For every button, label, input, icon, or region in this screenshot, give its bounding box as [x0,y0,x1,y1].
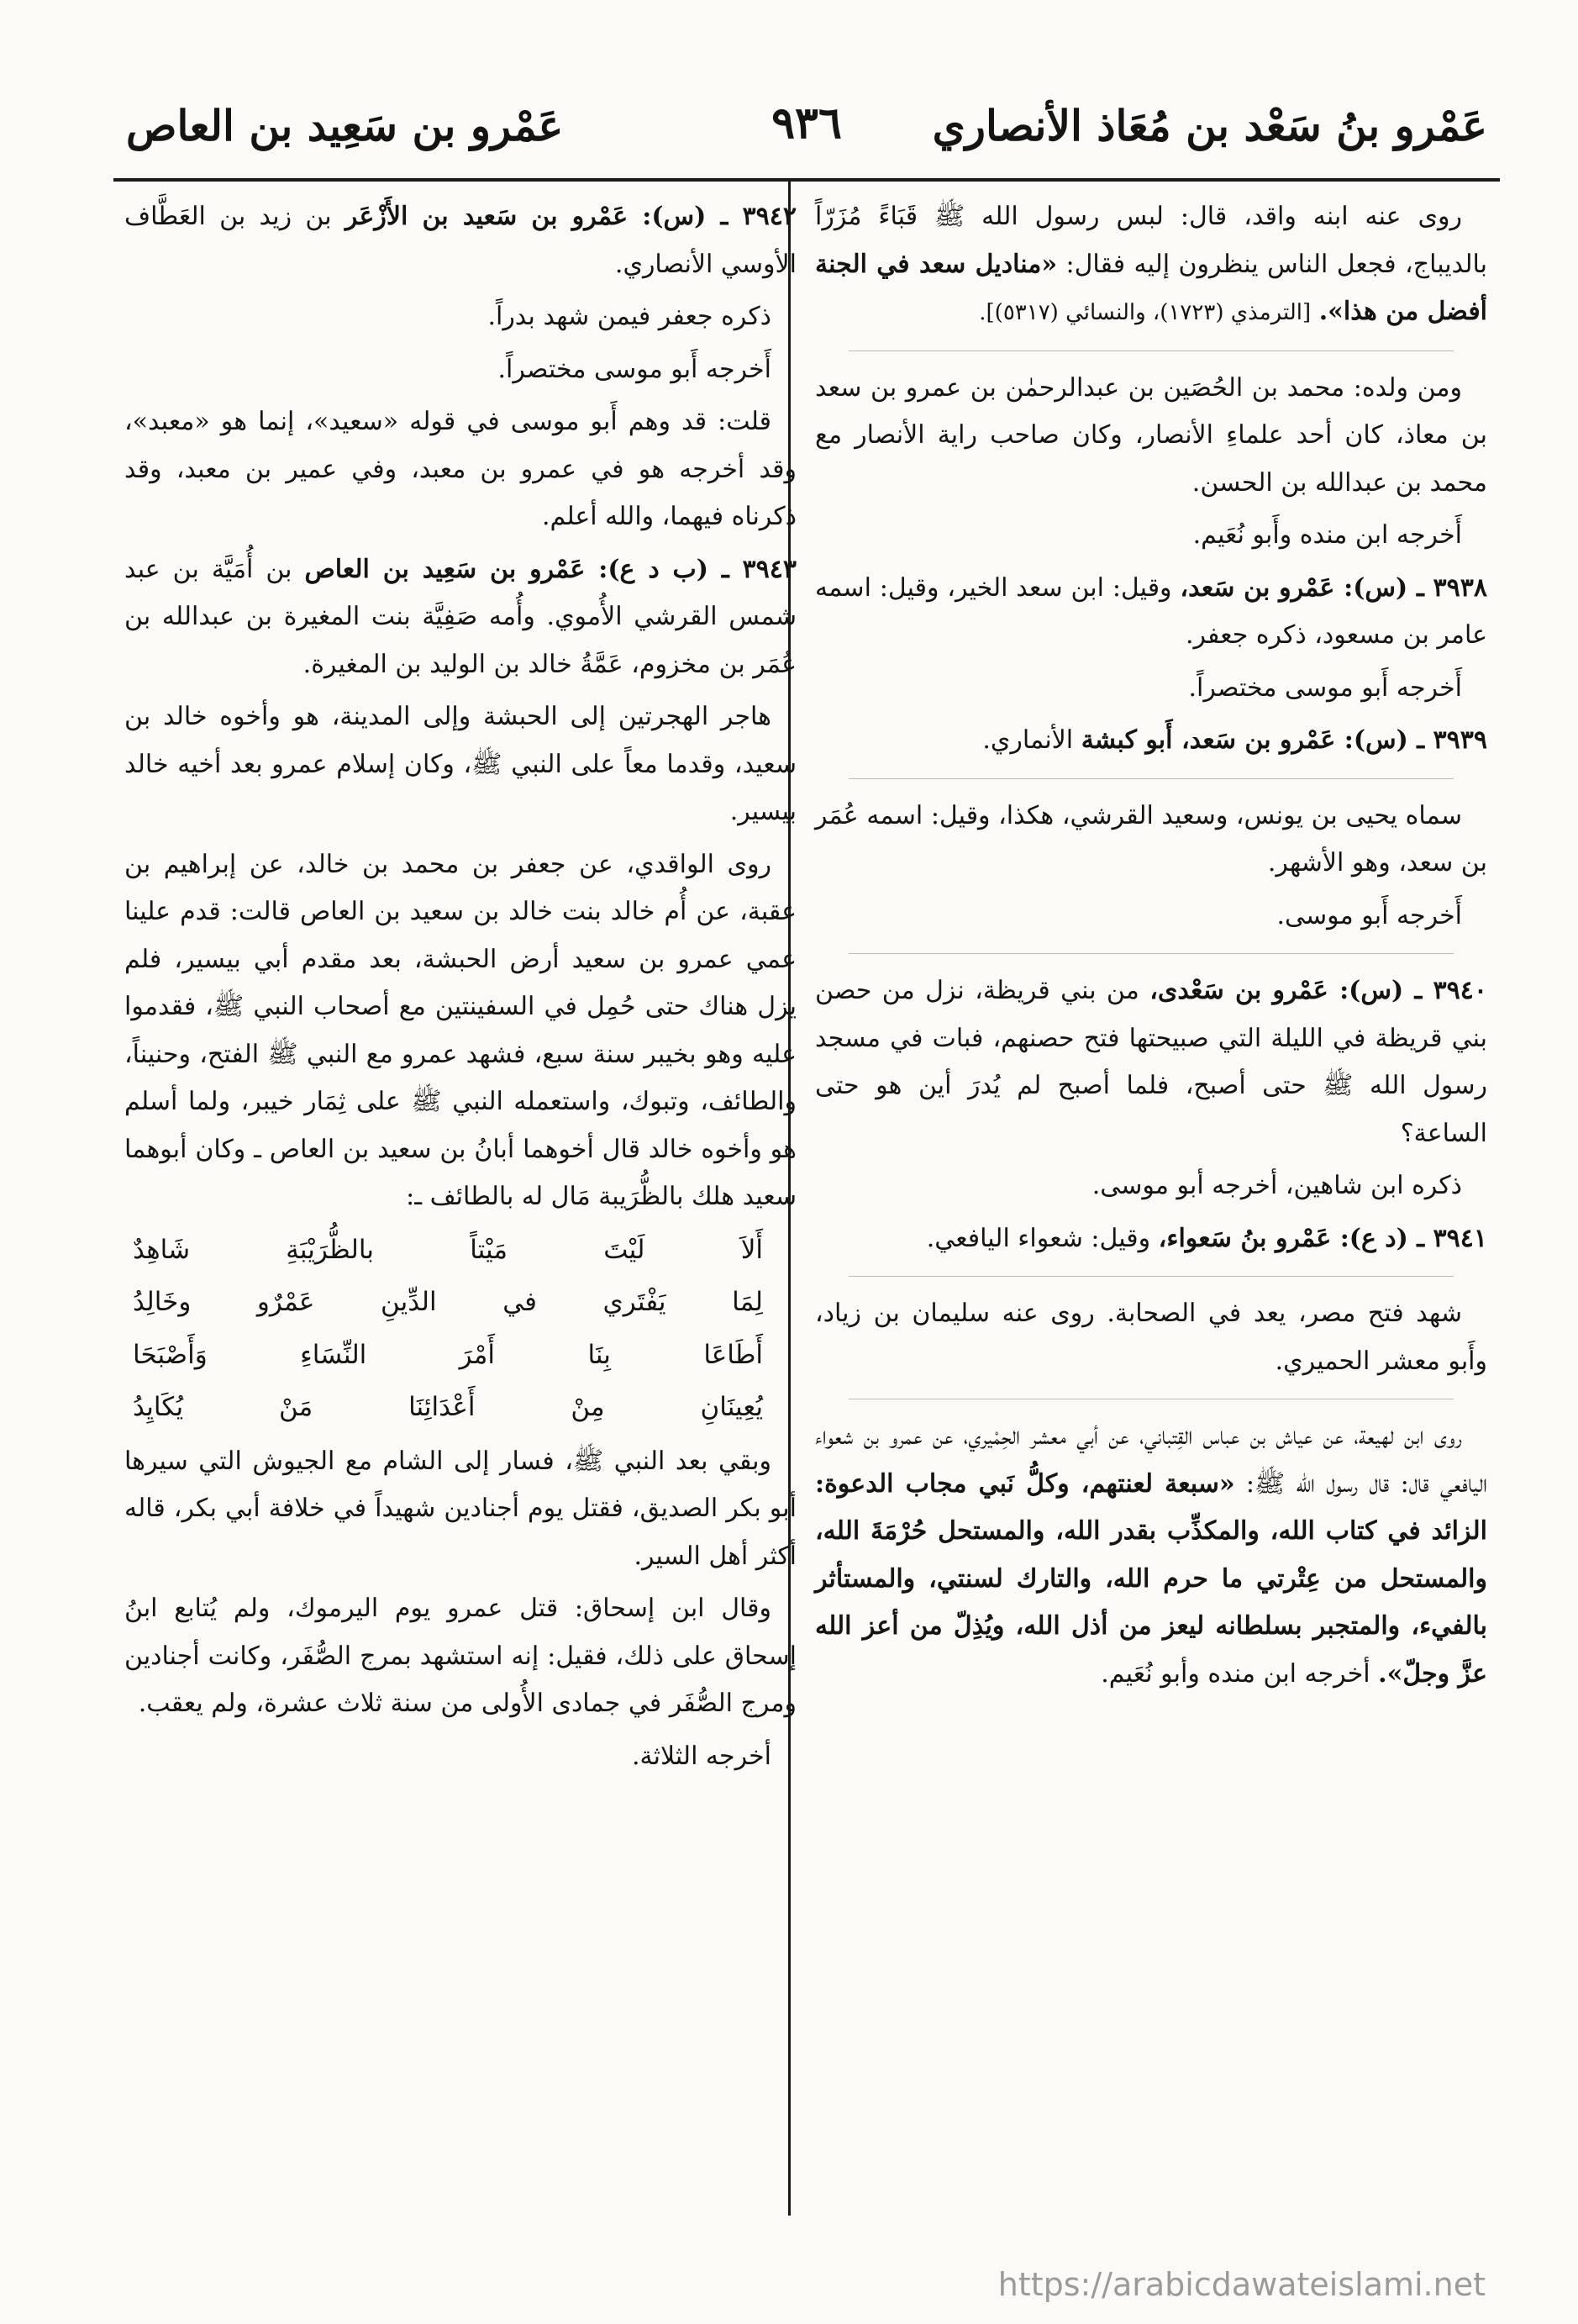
paragraph: روى عنه ابنه واقد، قال: لبس رسول الله ﷺ قَبَاءً مُزَرّاً بالديباج، فجعل الناس ينظرون إليه فقال: «مناديل سعد في الجنة أفضل من هذا». [الترمذي (١٧٢٣)، والنسائي (٥٣١٧)]. [815,202,1487,326]
entry-3938: ٣٩٣٨ ـ (س): عَمْرو بن سَعد، وقيل: ابن سعد الخير، وقيل: اسمه عامر بن مسعود، ذكره جعفر. [815,572,1487,650]
poem [133,1226,788,1431]
entry-3941: ٣٩٤١ ـ (د ع): عَمْرو بنُ سَعواء، وقيل: شعواء اليافعي. [926,1223,1487,1253]
running-title-left: عَمْرو بن سَعِيد بن العاص [126,101,564,150]
source-note: أَخرجه أَبو موسى مختصراً. [497,354,771,384]
verse-line: أَطَاعَا بِنَا أَمْرَ النِّسَاءِ وَأَصْبَحَا [133,1339,763,1370]
source-note: أَخرجه أَبو موسى مختصراً. [1188,672,1462,703]
paragraph: ذكره جعفر فيمن شهد بدراً. [487,302,771,331]
paragraph: سماه يحيى بن يونس، وسعيد القرشي، هكذا، وقيل: اسمه عُمَر بن سعد، وهو الأشهر. [815,800,1487,877]
section-divider [849,350,1454,351]
paragraph: وبقي بعد النبي ﷺ، فسار إلى الشام مع الجيوش التي سيرها أبو بكر الصديق، فقتل يوم أجنادين شهيداً في خلافة أبي بكر، قاله أكثر أهل السير. [124,1446,797,1571]
running-title-right: عَمْرو بنُ سَعْد بن مُعَاذ الأنصاري [932,101,1487,150]
paragraph: روى ابن لهيعة، عن عياش بن عباس القِتباني، عن أبي معشر الحِمْيري، عن عمرو بن شعواء اليافعي قال: قال رسول الله ﷺ: «سبعة لعنتهم، وكلُّ نَبي مجاب الدعوة: الزائد في كتاب الله، والمكذِّب بقدر الله، والمستحل حُرْمَةَ الله، والمستحل من عِتْرتي ما حرم الله، والتارك لسنتي، والمستأثر بالفيء، والمتجبر بسلطانه ليعز من أذل الله، ويُذِلّ من أعز الله عزَّ وجلّ». أخرجه ابن منده وأبو نُعَيم. [815,1421,1487,1689]
source-note: أخرجه الثلاثة. [632,1741,771,1771]
hadith-quote: «سبعة لعنتهم، وكلُّ نَبي مجاب الدعوة: الزائد في كتاب الله، والمكذِّب بقدر الله، والمستحل حُرْمَةَ الله، والمستحل من عِتْرتي ما حرم الله، والتارك لسنتي، والمستأثر بالفيء، والمتجبر بسلطانه ليعز من أذل الله، ويُذِلّ من أعز الله عزَّ وجلّ». [815,1468,1487,1689]
page-header [126,97,1487,177]
paragraph: روى الواقدي، عن جعفر بن محمد بن خالد، عن إبراهيم بن عقبة، عن أُم خالد بنت خالد بن سعيد بن العاص قالت: قدم علينا عمي عمرو بن سعيد أرض الحبشة، بعد مقدم أبي بيسير، فلم يزل هناك حتى حُمِل في السفينتين مع أصحاب النبي ﷺ، فقدموا عليه وهو بخيبر سنة سبع، فشهد عمرو مع النبي ﷺ الفتح، وحنيناً، والطائف، وتبوك، واستعمله النبي ﷺ على ثِمَار خيبر، ولما أسلم هو وأخوه خالد قال أخوهما أبانُ بن سعيد بن العاص ـ وكان أبوهما سعيد هلك بالظُّرَيبة مَال له بالطائف ـ: [124,849,797,1211]
source-note: أَخرجه أَبو موسى. [1276,900,1462,930]
entry-3942: ٣٩٤٢ ـ (س): عَمْرو بن سَعيد بن الأَزْعَر بن زيد بن العَطَّاف الأوسي الأنصاري. [124,202,797,279]
right-column [815,193,1487,1703]
entry-heading: ٣٩٣٨ ـ (س): عَمْرو بن سَعد، [1180,572,1487,603]
entry-heading: ٣٩٣٩ ـ (س): عَمْرو بن سَعد، أَبو كبشة [1081,725,1487,755]
verse-line: لِمَا يَفْتَري في الدِّينِ عَمْرٌو وخَالِدُ [133,1287,763,1317]
entry-3939: ٣٩٣٩ ـ (س): عَمْرو بن سَعد، أَبو كبشة الأنماري. [982,725,1487,755]
left-column [124,193,797,1785]
editor-note: قلت: قد وهم أَبو موسى في قوله «سعيد»، إنما هو «معبد»، وقد أخرجه هو في عمرو بن معبد، وفي عمير بن معبد، وقد ذكرناه فيهما، والله أعلم. [124,407,797,531]
entry-heading: ٣٩٤٢ ـ (س): عَمْرو بن سَعيد بن الأَزْعَر [345,202,797,231]
source-note: أخرجه ابن منده وأبو نُعَيم. [1101,1658,1370,1689]
paragraph: ومن ولده: محمد بن الحُصَين بن عبدالرحمٰن بن عمرو بن سعد بن معاذ، كان أحد علماءِ الأنصار، وكان صاحب راية الأنصار مع محمد بن عبدالله بن الحسن. [815,372,1487,498]
page-number: ٩٣٦ [771,97,842,149]
watermark-url: https://arabicdawateislami.net [997,2266,1486,2303]
entry-3940: ٣٩٤٠ ـ (س): عَمْرو بن سَعْدى، من بني قريظة، نزل من حصن بني قريظة في الليلة التي صبيحتها فتح حصنهم، فبات في مسجد رسول الله ﷺ حتى أصبح، فلما أصبح لم يُدرَ أين هو حتى الساعة؟ [815,976,1487,1148]
hadith-quote: «مناديل سعد في الجنة أفضل من هذا». [815,249,1487,326]
entry-heading: ٣٩٤١ ـ (د ع): عَمْرو بنُ سَعواء، [1158,1223,1487,1253]
entry-3943: ٣٩٤٣ ـ (ب د ع): عَمْرو بن سَعِيد بن العاص بن أُمَيَّة بن عبد شمس القرشي الأُموي. وأُمه صَفِيَّة بنت المغيرة بن عبدالله بن عُمَر بن مخزوم، عَمَّةُ خالد بن الوليد بن المغيرة. [124,554,797,679]
paragraph: شهد فتح مصر، يعد في الصحابة. روى عنه سليمان بن زياد، وأَبو معشر الحميري. [815,1299,1487,1376]
section-divider [849,1276,1454,1277]
citation: [الترمذي (١٧٢٣)، والنسائي (٥٣١٧)]. [979,300,1312,325]
source-note: ذكره ابن شاهين، أخرجه أبو موسى. [1091,1171,1462,1200]
paragraph: هاجر الهجرتين إلى الحبشة وإلى المدينة، هو وأخوه خالد بن سعيد، وقدما معاً على النبي ﷺ، وكان إسلام عمرو بعد أخيه خالد بيسير. [124,702,797,826]
entry-heading: ٣٩٤٣ ـ (ب د ع): عَمْرو بن سَعِيد بن العاص [304,554,797,584]
section-divider [849,953,1454,954]
source-note: أَخرجه ابن منده وأَبو نُعَيم. [1192,520,1462,550]
verse-line: أَلاَ لَيْتَ مَيْتاً بالظُّرَيْبَةِ شَاهِدٌ [133,1234,763,1265]
header-rule [113,178,1500,182]
verse-line: يُعِينَانِ مِنْ أَعْدَائِنَا مَنْ يُكَايِدُ [133,1392,763,1422]
section-divider [849,778,1454,779]
paragraph: وقال ابن إسحاق: قتل عمرو يوم اليرموك، ولم يُتابع ابنُ إسحاق على ذلك، فقيل: إنه استشهد بمرج الصُّفَر، وكانت أجنادين ومرج الصُّفَر في جمادى الأُولى من سنة ثلاث عشرة، ولم يعقب. [124,1594,797,1718]
entry-heading: ٣٩٤٠ ـ (س): عَمْرو بن سَعْدى، [1149,976,1487,1005]
